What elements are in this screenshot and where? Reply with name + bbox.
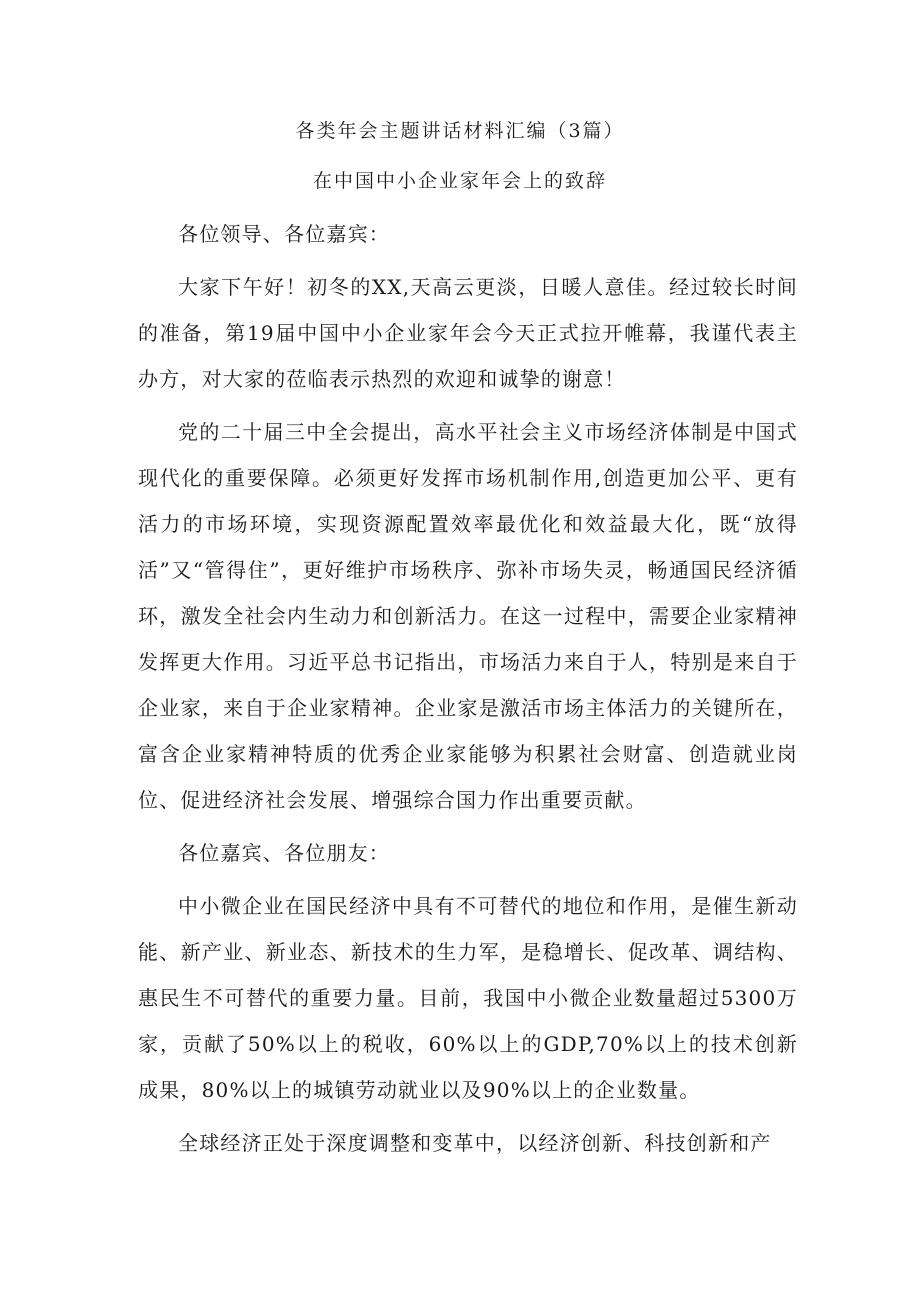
paragraph-market-economy: 党的二十届三中全会提出，高水平社会主义市场经济体制是中国式现代化的重要保障。必须更好发挥市场机制作用,创造更加公平、更有活力的市场环境，实现资源配置效率最优化和效益最大化，既“放得活”又“管得住”，更好维护市场秩序、弥补市场失灵，畅通国民经济循环，激发全社会内生动力和创新活力。在这一过程中，需要企业家精神发挥更大作用。习近平总书记指出，市场活力来自于人，特别是来自于企业家，来自于企业家精神。企业家是激活市场主体活力的关键所在，富含企业家精神特质的优秀企业家能够为积累社会财富、创造就业岗位、促进经济社会发展、增强综合国力作出重要贡献。: [138, 420, 798, 812]
document-subtitle: 在中国中小企业家年会上的致辞: [312, 170, 607, 192]
paragraph-global-economy: 全球经济正处于深度调整和变革中，以经济创新、科技创新和产: [178, 1131, 772, 1155]
document-body: [138, 211, 798, 1173]
paragraph-opening-greeting: 大家下午好！初冬的XX,天高云更淡，日暖人意佳。经过较长时间的准备，第19届中国中小企业家年会今天正式拉开帷幕，我谨代表主办方，对大家的莅临表示热烈的欢迎和诚挚的谢意！: [138, 275, 798, 391]
salutation-guests-friends: 各位嘉宾、各位朋友：: [178, 841, 390, 865]
paragraph-sme-role: 中小微企业在国民经济中具有不可替代的地位和作用，是催生新动能、新产业、新业态、新技术的生力军，是稳增长、促改革、调结构、惠民生不可替代的重要力量。目前，我国中小微企业数量超过5300万家，贡献了50%以上的税收，60%以上的GDP,70%以上的技术创新成果，80%以上的城镇劳动就业以及90%以上的企业数量。: [138, 894, 798, 1102]
document-title: 各类年会主题讲话材料汇编（3篇）: [295, 120, 625, 142]
salutation-leaders-guests: 各位领导、各位嘉宾：: [178, 222, 390, 246]
